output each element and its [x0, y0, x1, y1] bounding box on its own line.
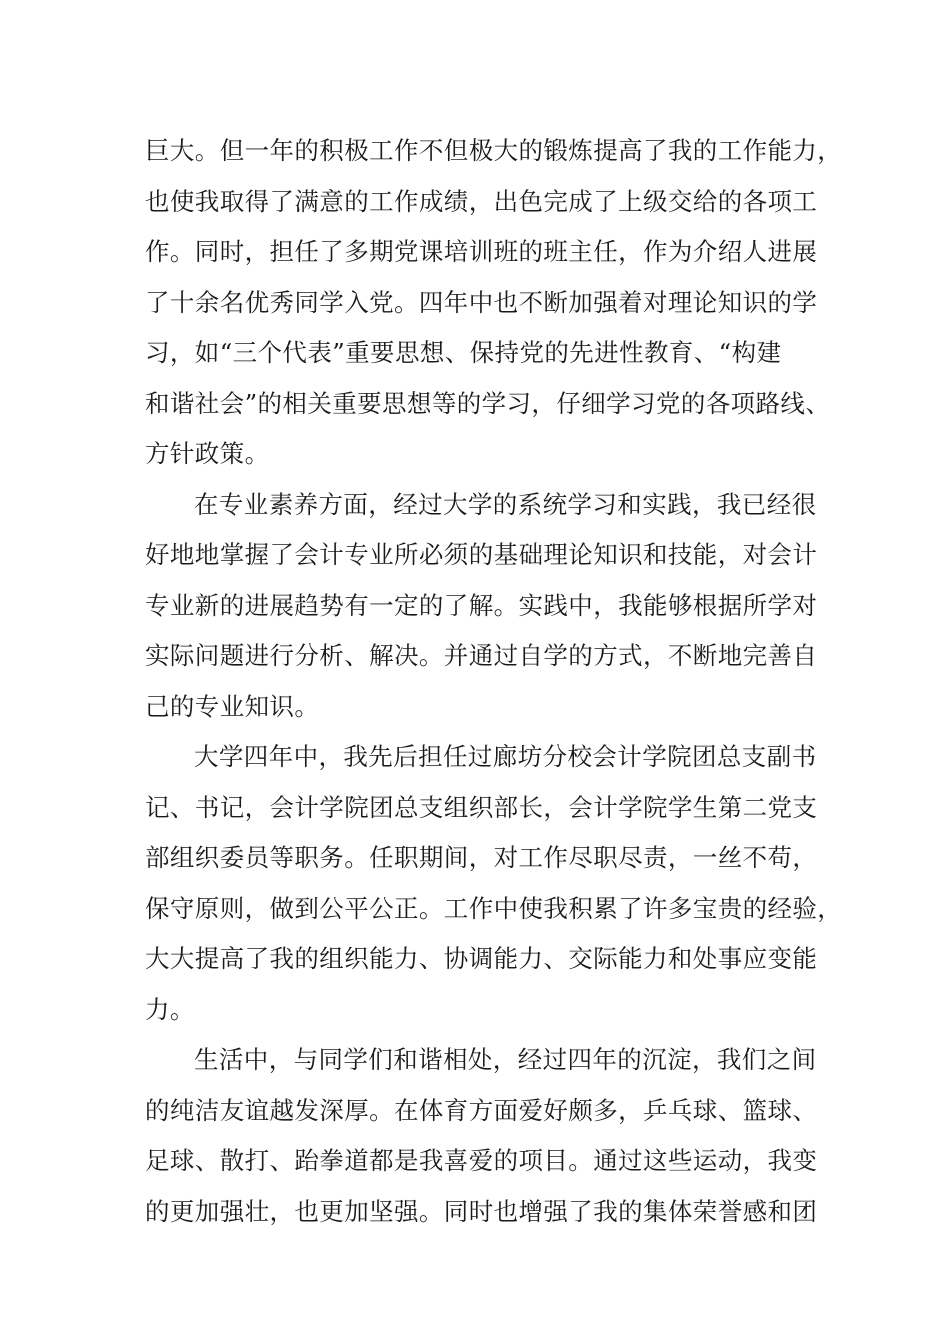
text-line: 巨大。但一年的积极工作不但极大的锻炼提高了我的工作能力，	[145, 136, 843, 165]
paragraph-personal-life	[145, 1035, 825, 1237]
text-line: 己的专业知识。	[145, 691, 320, 721]
text-line: 好地地掌握了会计专业所必须的基础理论知识和技能，对会计	[145, 540, 818, 569]
text-line: 保守原则，做到公平公正。工作中使我积累了许多宝贵的经验，	[145, 893, 843, 923]
text-line: 大学四年中，我先后担任过廊坊分校会计学院团总支副书	[194, 742, 817, 771]
text-line: 的更加强壮，也更加坚强。同时也增强了我的集体荣誉感和团	[145, 1196, 818, 1226]
text-line: 实际问题进行分析、解决。并通过自学的方式，不断地完善自	[145, 641, 818, 670]
text-line: 也使我取得了满意的工作成绩，出色完成了上级交给的各项工	[145, 186, 818, 216]
text-line: 记、书记，会计学院团总支组织部长，会计学院学生第二党支	[145, 792, 818, 822]
paragraph-leadership-roles	[145, 732, 843, 1035]
text-line: 了十余名优秀同学入党。四年中也不断加强着对理论知识的学	[145, 287, 818, 317]
text-line: 足球、散打、跆拳道都是我喜爱的项目。通过这些运动，我变	[145, 1146, 818, 1175]
text-line: 专业新的进展趋势有一定的了解。实践中，我能够根据所学对	[145, 590, 818, 620]
text-line: 的纯洁友谊越发深厚。在体育方面爱好颇多，乒乓球、篮球、	[145, 1095, 818, 1125]
text-line: 习，如“三个代表”重要思想、保持党的先进性教育、“构建	[145, 338, 782, 367]
paragraph-professional-skills	[145, 480, 825, 733]
text-line: 力。	[145, 994, 195, 1024]
text-line: 部组织委员等职务。任职期间，对工作尽职尽责，一丝不苟，	[145, 843, 818, 872]
text-line: 在专业素养方面，经过大学的系统学习和实践，我已经很	[194, 489, 817, 519]
text-line: 方针政策。	[145, 439, 270, 468]
text-line: 生活中，与同学们和谐相处，经过四年的沉淀，我们之间	[194, 1045, 817, 1074]
paragraph-party-work	[145, 126, 843, 480]
document-body	[145, 126, 843, 1237]
text-line: 和谐社会”的相关重要思想等的学习，仔细学习党的各项路线、	[145, 388, 831, 418]
text-line: 作。同时，担任了多期党课培训班的班主任，作为介绍人进展	[145, 237, 818, 266]
text-line: 大大提高了我的组织能力、协调能力、交际能力和处事应变能	[145, 944, 818, 973]
